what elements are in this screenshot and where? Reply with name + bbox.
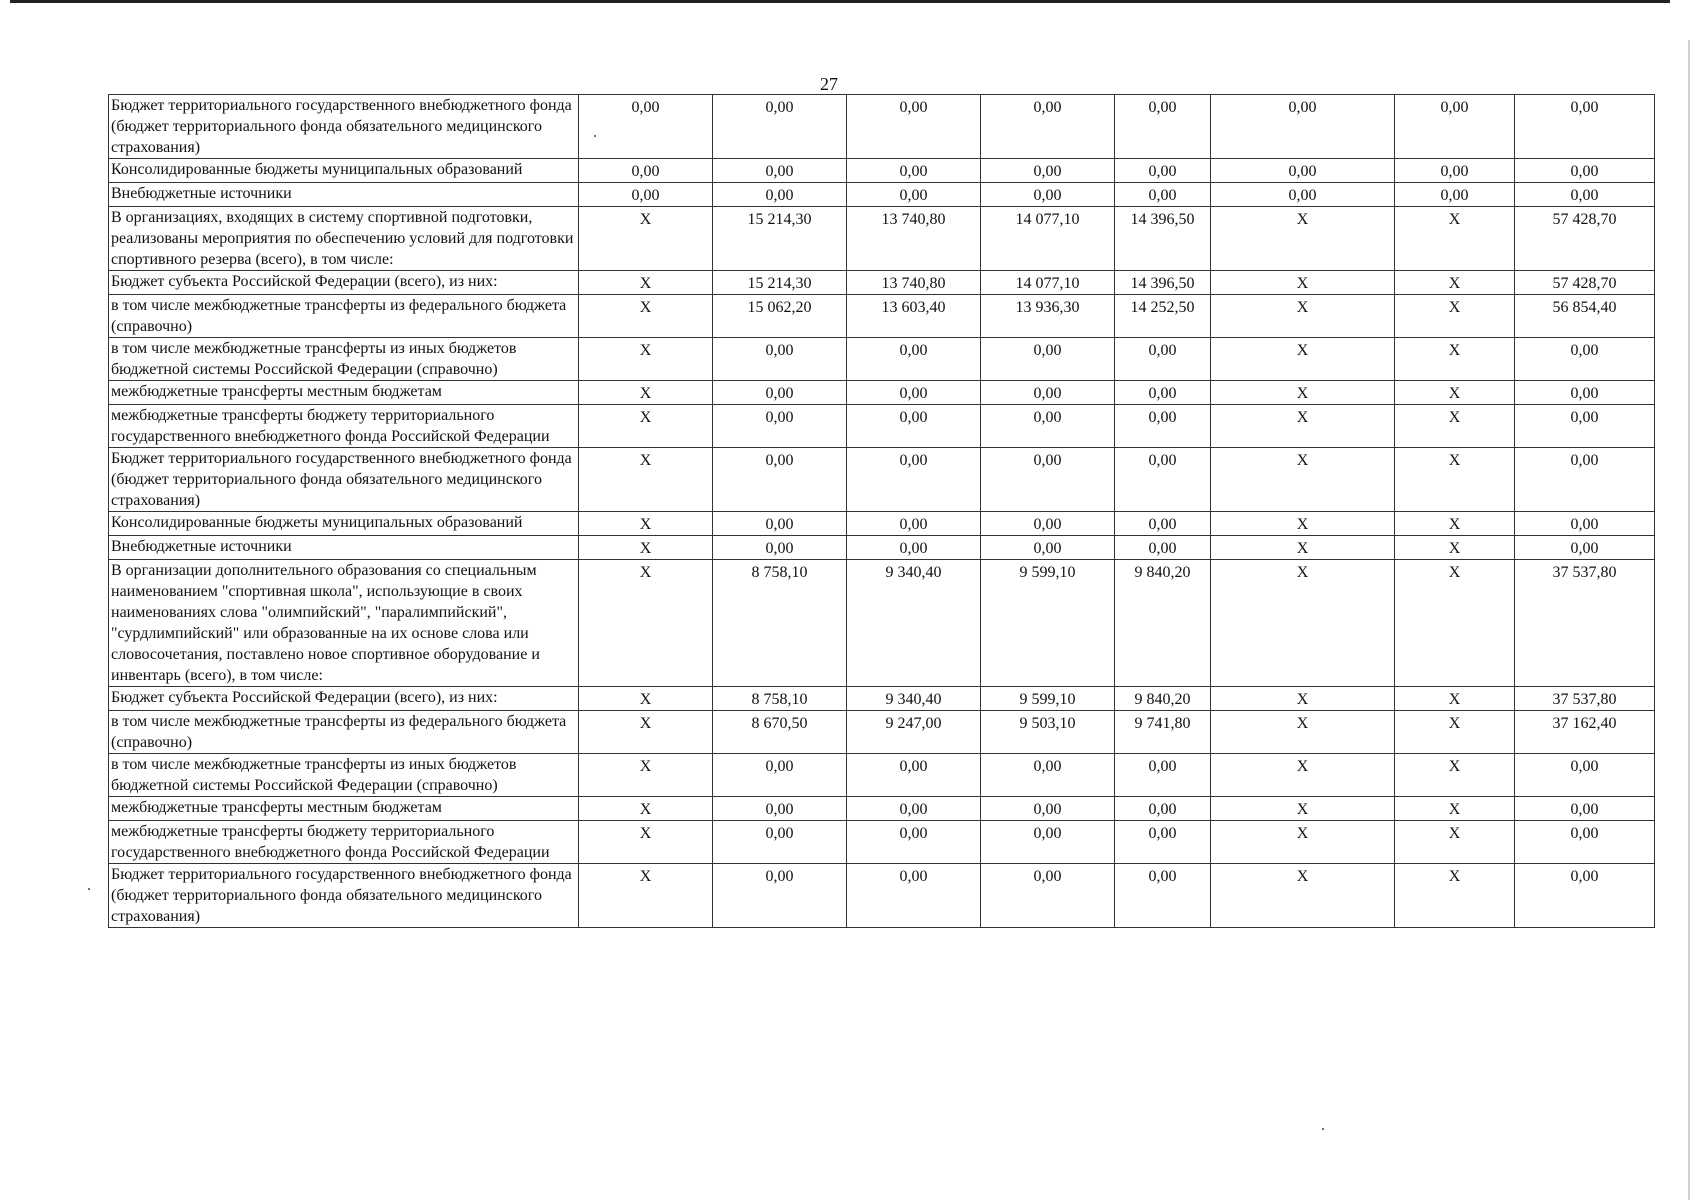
table-row [109, 405, 1655, 448]
value-cell: 0,00 [847, 536, 981, 560]
value-cell: 14 396,50 [1115, 271, 1211, 295]
value-cell: 8 758,10 [713, 687, 847, 711]
value-cell: 0,00 [1115, 183, 1211, 207]
value-cell: 57 428,70 [1515, 271, 1655, 295]
value-cell: 0,00 [1115, 95, 1211, 159]
scan-edge-right [1688, 40, 1690, 1200]
value-cell: 15 062,20 [713, 295, 847, 338]
value-cell: 0,00 [847, 821, 981, 864]
value-cell: 0,00 [579, 95, 713, 159]
value-cell: 0,00 [1515, 95, 1655, 159]
value-cell: 0,00 [981, 381, 1115, 405]
value-cell: 0,00 [981, 821, 1115, 864]
value-cell: 0,00 [713, 95, 847, 159]
value-cell: 8 758,10 [713, 560, 847, 687]
value-cell: X [579, 405, 713, 448]
value-cell: X [1211, 560, 1395, 687]
value-cell: 0,00 [981, 95, 1115, 159]
value-cell: 0,00 [847, 338, 981, 381]
value-cell: 8 670,50 [713, 711, 847, 754]
value-cell: 14 077,10 [981, 207, 1115, 271]
value-cell: 0,00 [981, 159, 1115, 183]
budget-table [108, 94, 1655, 928]
table-row [109, 536, 1655, 560]
value-cell: X [579, 512, 713, 536]
value-cell: X [1211, 536, 1395, 560]
value-cell: X [1395, 271, 1515, 295]
value-cell: X [1211, 797, 1395, 821]
value-cell: 0,00 [1395, 95, 1515, 159]
row-label: в том числе межбюджетные трансферты из иных бюджетов бюджетной системы Российской Федерации (справочно) [109, 338, 579, 381]
value-cell: X [579, 271, 713, 295]
value-cell: 0,00 [713, 381, 847, 405]
value-cell: 0,00 [1211, 159, 1395, 183]
scan-speck [1322, 1128, 1324, 1130]
value-cell: 0,00 [1515, 797, 1655, 821]
value-cell: X [579, 381, 713, 405]
value-cell: X [1211, 687, 1395, 711]
row-label: межбюджетные трансферты местным бюджетам [109, 797, 579, 821]
table-row [109, 207, 1655, 271]
row-label: Внебюджетные источники [109, 183, 579, 207]
table-body [109, 95, 1655, 928]
value-cell: 0,00 [1115, 864, 1211, 928]
value-cell: 0,00 [1515, 338, 1655, 381]
row-label: в том числе межбюджетные трансферты из иных бюджетов бюджетной системы Российской Федерации (справочно) [109, 754, 579, 797]
value-cell: X [579, 821, 713, 864]
table-row [109, 821, 1655, 864]
value-cell: 0,00 [847, 864, 981, 928]
table-row [109, 754, 1655, 797]
value-cell: 37 537,80 [1515, 560, 1655, 687]
value-cell: X [579, 207, 713, 271]
value-cell: 0,00 [1115, 821, 1211, 864]
value-cell: X [1211, 711, 1395, 754]
table-row [109, 512, 1655, 536]
value-cell: 9 340,40 [847, 560, 981, 687]
value-cell: X [1211, 448, 1395, 512]
value-cell: 14 252,50 [1115, 295, 1211, 338]
value-cell: 0,00 [1115, 381, 1211, 405]
value-cell: 0,00 [847, 159, 981, 183]
row-label: Консолидированные бюджеты муниципальных образований [109, 159, 579, 183]
table-row [109, 338, 1655, 381]
table-row [109, 711, 1655, 754]
value-cell: 0,00 [1395, 183, 1515, 207]
value-cell: X [1211, 381, 1395, 405]
table-row [109, 381, 1655, 405]
value-cell: X [579, 536, 713, 560]
value-cell: X [1395, 512, 1515, 536]
value-cell: 14 396,50 [1115, 207, 1211, 271]
value-cell: X [1395, 405, 1515, 448]
value-cell: 0,00 [713, 512, 847, 536]
value-cell: 9 247,00 [847, 711, 981, 754]
value-cell: 9 599,10 [981, 687, 1115, 711]
value-cell: 0,00 [1515, 159, 1655, 183]
value-cell: 0,00 [1115, 405, 1211, 448]
value-cell: X [1211, 821, 1395, 864]
value-cell: 0,00 [847, 381, 981, 405]
value-cell: 0,00 [847, 797, 981, 821]
value-cell: 56 854,40 [1515, 295, 1655, 338]
value-cell: 0,00 [1515, 381, 1655, 405]
value-cell: 0,00 [1115, 536, 1211, 560]
value-cell: X [1395, 207, 1515, 271]
value-cell: 0,00 [1115, 754, 1211, 797]
value-cell: X [1211, 338, 1395, 381]
table-row [109, 448, 1655, 512]
value-cell: 0,00 [1515, 754, 1655, 797]
value-cell: 0,00 [1515, 512, 1655, 536]
value-cell: 0,00 [981, 536, 1115, 560]
value-cell: 0,00 [713, 159, 847, 183]
value-cell: 9 840,20 [1115, 560, 1211, 687]
row-label: межбюджетные трансферты бюджету территориального государственного внебюджетного фонда Российской Федерации [109, 405, 579, 448]
value-cell: X [1211, 271, 1395, 295]
row-label: Бюджет территориального государственного внебюджетного фонда (бюджет территориального фонда обязательного медицинского страхования) [109, 448, 579, 512]
value-cell: 37 537,80 [1515, 687, 1655, 711]
value-cell: 0,00 [1115, 448, 1211, 512]
value-cell: X [579, 754, 713, 797]
table-row [109, 864, 1655, 928]
value-cell: 0,00 [1515, 821, 1655, 864]
value-cell: X [579, 295, 713, 338]
page-number: 27 [820, 74, 838, 94]
value-cell: 0,00 [1115, 338, 1211, 381]
value-cell: X [1395, 381, 1515, 405]
row-label: в том числе межбюджетные трансферты из федерального бюджета (справочно) [109, 295, 579, 338]
value-cell: X [1211, 864, 1395, 928]
value-cell: 13 740,80 [847, 207, 981, 271]
row-label: Бюджет территориального государственного внебюджетного фонда (бюджет территориального фонда обязательного медицинского страхования) [109, 864, 579, 928]
value-cell: 0,00 [1515, 864, 1655, 928]
value-cell: X [1211, 512, 1395, 536]
value-cell: 13 740,80 [847, 271, 981, 295]
value-cell: 0,00 [1115, 159, 1211, 183]
value-cell: 9 503,10 [981, 711, 1115, 754]
value-cell: 0,00 [713, 405, 847, 448]
value-cell: 0,00 [1115, 512, 1211, 536]
value-cell: 0,00 [847, 95, 981, 159]
value-cell: X [579, 448, 713, 512]
value-cell: 0,00 [579, 159, 713, 183]
value-cell: X [1395, 295, 1515, 338]
value-cell: 0,00 [981, 864, 1115, 928]
value-cell: X [1395, 821, 1515, 864]
value-cell: X [579, 338, 713, 381]
value-cell: X [1395, 711, 1515, 754]
row-label: В организации дополнительного образования со специальным наименованием "спортивная школа", использующие в своих наименованиях слова "олимпийский", "паралимпийский", "сурдлимпийский" или образованные на их основе слова или словосочетания, поставлено новое спортивное оборудование и инвентарь (всего), в том числе: [109, 560, 579, 687]
scan-edge-top [10, 0, 1670, 3]
value-cell: 0,00 [713, 754, 847, 797]
value-cell: X [579, 560, 713, 687]
table-row [109, 95, 1655, 159]
value-cell: 0,00 [981, 512, 1115, 536]
table-row [109, 560, 1655, 687]
value-cell: X [1395, 560, 1515, 687]
scan-speck [88, 888, 90, 890]
value-cell: 0,00 [1515, 183, 1655, 207]
value-cell: 0,00 [1395, 159, 1515, 183]
value-cell: 0,00 [847, 754, 981, 797]
value-cell: X [1395, 864, 1515, 928]
value-cell: X [1395, 338, 1515, 381]
value-cell: X [1395, 754, 1515, 797]
value-cell: 57 428,70 [1515, 207, 1655, 271]
table-row [109, 797, 1655, 821]
value-cell: X [1211, 207, 1395, 271]
row-label: межбюджетные трансферты местным бюджетам [109, 381, 579, 405]
value-cell: X [1395, 536, 1515, 560]
row-label: Бюджет субъекта Российской Федерации (всего), из них: [109, 687, 579, 711]
value-cell: 0,00 [1115, 797, 1211, 821]
row-label: в том числе межбюджетные трансферты из федерального бюджета (справочно) [109, 711, 579, 754]
value-cell: X [1395, 687, 1515, 711]
table-row [109, 159, 1655, 183]
value-cell: 13 603,40 [847, 295, 981, 338]
row-label: Бюджет территориального государственного внебюджетного фонда (бюджет территориального фонда обязательного медицинского страхования) [109, 95, 579, 159]
value-cell: 9 599,10 [981, 560, 1115, 687]
value-cell: 0,00 [713, 536, 847, 560]
value-cell: 0,00 [981, 448, 1115, 512]
value-cell: 15 214,30 [713, 271, 847, 295]
value-cell: 0,00 [981, 183, 1115, 207]
value-cell: 0,00 [713, 821, 847, 864]
row-label: Консолидированные бюджеты муниципальных образований [109, 512, 579, 536]
value-cell: 14 077,10 [981, 271, 1115, 295]
value-cell: 0,00 [713, 183, 847, 207]
row-label: Бюджет субъекта Российской Федерации (всего), из них: [109, 271, 579, 295]
value-cell: 9 340,40 [847, 687, 981, 711]
value-cell: 0,00 [847, 448, 981, 512]
value-cell: 0,00 [981, 754, 1115, 797]
value-cell: 0,00 [1211, 183, 1395, 207]
value-cell: 0,00 [1515, 536, 1655, 560]
value-cell: 0,00 [981, 405, 1115, 448]
table-row [109, 271, 1655, 295]
value-cell: 0,00 [847, 405, 981, 448]
value-cell: X [579, 711, 713, 754]
row-label: Внебюджетные источники [109, 536, 579, 560]
table-row [109, 687, 1655, 711]
value-cell: 13 936,30 [981, 295, 1115, 338]
value-cell: 0,00 [847, 512, 981, 536]
value-cell: 0,00 [1515, 405, 1655, 448]
value-cell: 0,00 [981, 797, 1115, 821]
scan-speck [594, 135, 596, 137]
value-cell: X [579, 797, 713, 821]
value-cell: 0,00 [981, 338, 1115, 381]
table-row [109, 295, 1655, 338]
value-cell: X [579, 864, 713, 928]
row-label: В организациях, входящих в систему спортивной подготовки, реализованы мероприятия по обеспечению условий для подготовки спортивного резерва (всего), в том числе: [109, 207, 579, 271]
value-cell: X [579, 687, 713, 711]
value-cell: 9 741,80 [1115, 711, 1211, 754]
value-cell: 0,00 [713, 864, 847, 928]
value-cell: 0,00 [1211, 95, 1395, 159]
row-label: межбюджетные трансферты бюджету территориального государственного внебюджетного фонда Российской Федерации [109, 821, 579, 864]
value-cell: 0,00 [1515, 448, 1655, 512]
value-cell: 0,00 [579, 183, 713, 207]
value-cell: X [1395, 448, 1515, 512]
value-cell: X [1211, 295, 1395, 338]
value-cell: 37 162,40 [1515, 711, 1655, 754]
value-cell: 9 840,20 [1115, 687, 1211, 711]
value-cell: 15 214,30 [713, 207, 847, 271]
value-cell: X [1211, 754, 1395, 797]
value-cell: 0,00 [713, 338, 847, 381]
value-cell: X [1395, 797, 1515, 821]
value-cell: 0,00 [847, 183, 981, 207]
value-cell: 0,00 [713, 448, 847, 512]
table-row [109, 183, 1655, 207]
value-cell: X [1211, 405, 1395, 448]
value-cell: 0,00 [713, 797, 847, 821]
